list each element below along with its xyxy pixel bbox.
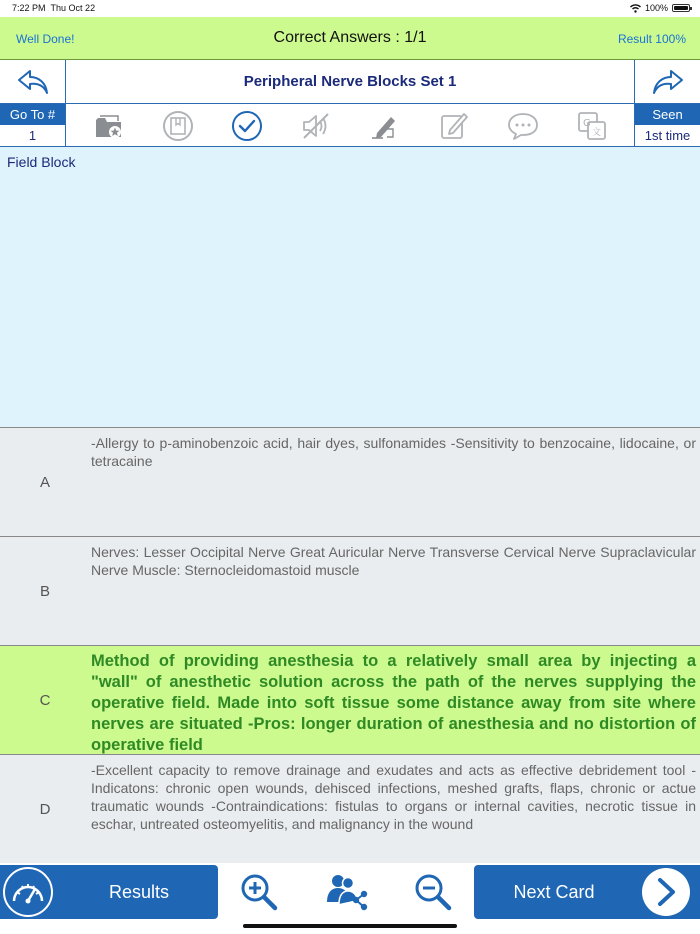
- svg-text:文: 文: [591, 127, 601, 138]
- next-card-button[interactable]: [474, 865, 700, 919]
- answer-text: Nerves: Lesser Occipital Nerve Great Auricular Nerve Transverse Cervical Nerve Supraclavicular Nerve Muscle: Sternocleidomastoid muscle: [91, 544, 696, 578]
- notes-button[interactable]: [436, 108, 472, 144]
- answer-text: Method of providing anesthesia to a relatively small area by injecting a "wall" of anesthetic solution across the path of the nerves supplying the operative field. Made into soft tissue some distance away from site where nerves are situated -Pros: longer duration of anesthesia and no distortion of operative field: [91, 652, 696, 754]
- title-row: [0, 60, 700, 104]
- result-percent-label: Result 100%: [617, 32, 686, 46]
- bottom-bar: [0, 863, 700, 920]
- people-share-icon: [324, 872, 368, 912]
- answer-letter: A: [39, 474, 50, 491]
- audio-button[interactable]: [298, 108, 334, 144]
- seen-label: Seen: [635, 104, 700, 125]
- draw-icon: [369, 111, 401, 141]
- zoom-in-button[interactable]: [236, 869, 282, 915]
- seen-indicator: [634, 104, 700, 147]
- answer-text: -Allergy to p-aminobenzoic acid, hair dyes, sulfonamides -Sensitivity to benzocaine, lidocaine, or tetracaine: [91, 435, 696, 469]
- results-label: Results: [108, 882, 170, 902]
- draw-button[interactable]: [367, 108, 403, 144]
- checkmark-icon: [231, 110, 263, 142]
- result-bar: [0, 17, 700, 60]
- gauge-icon: [3, 867, 53, 917]
- home-indicator[interactable]: [243, 924, 457, 928]
- question-text: Field Block: [7, 154, 76, 170]
- speaker-muted-icon: [300, 111, 332, 141]
- toolbar: [66, 104, 634, 147]
- answer-option-a[interactable]: [0, 428, 700, 537]
- answer-letter: C: [39, 692, 51, 709]
- answer-text: -Excellent capacity to remove drainage and exudates and acts as effective debridement tool -Indicatons: chronic open wounds, dehisced infections, meshed grafts, flaps, chronic or actue traumatic wounds -Contraindications: fistulas to organs or internal cavities, necrotic tissue in eschar, untreated osteomyelitis, and malignancy in the wound: [91, 762, 696, 832]
- comments-button[interactable]: [505, 108, 541, 144]
- answer-letter: D: [39, 801, 51, 818]
- tool-row: [0, 104, 700, 147]
- status-time: 7:22 PM Thu Oct 22: [12, 3, 96, 13]
- goto-value[interactable]: 1: [28, 128, 37, 143]
- answer-option-d[interactable]: [0, 755, 700, 864]
- answer-letter: B: [39, 583, 50, 600]
- next-card-label: Next Card: [513, 882, 595, 902]
- status-bar: [0, 0, 700, 17]
- page-title: Peripheral Nerve Blocks Set 1: [243, 73, 457, 90]
- status-right: [630, 3, 690, 13]
- wifi-icon: [630, 4, 641, 13]
- goto-control[interactable]: [0, 104, 66, 147]
- folder-star-icon: [94, 112, 124, 140]
- arrow-forward-icon: [651, 68, 685, 96]
- bookmark-icon: [162, 110, 194, 142]
- results-button[interactable]: [0, 865, 218, 919]
- battery-icon: [672, 4, 690, 12]
- zoom-in-icon: [238, 871, 280, 913]
- edit-icon: [438, 110, 470, 142]
- chat-icon: [506, 110, 540, 142]
- correct-answers-label: Correct Answers : 1/1: [273, 29, 427, 46]
- question-panel: [0, 147, 700, 428]
- bookmark-button[interactable]: [160, 108, 196, 144]
- zoom-out-button[interactable]: [410, 869, 456, 915]
- chevron-right-icon: [642, 868, 690, 916]
- battery-percent: 100%: [644, 3, 668, 13]
- next-card-arrow-button[interactable]: [634, 60, 700, 104]
- svg-text:G: G: [582, 117, 591, 129]
- mark-known-button[interactable]: [229, 108, 265, 144]
- zoom-out-icon: [412, 871, 454, 913]
- seen-value: 1st time: [644, 128, 691, 143]
- well-done-label: Well Done!: [16, 32, 75, 46]
- arrow-back-icon: [16, 68, 50, 96]
- share-button[interactable]: [323, 869, 369, 915]
- translate-icon: [576, 110, 608, 142]
- translate-button[interactable]: [574, 108, 610, 144]
- answer-option-c[interactable]: [0, 646, 700, 755]
- previous-card-button[interactable]: [0, 60, 66, 104]
- answer-option-b[interactable]: [0, 537, 700, 646]
- favorites-folder-button[interactable]: [91, 108, 127, 144]
- goto-label: Go To #: [0, 104, 65, 125]
